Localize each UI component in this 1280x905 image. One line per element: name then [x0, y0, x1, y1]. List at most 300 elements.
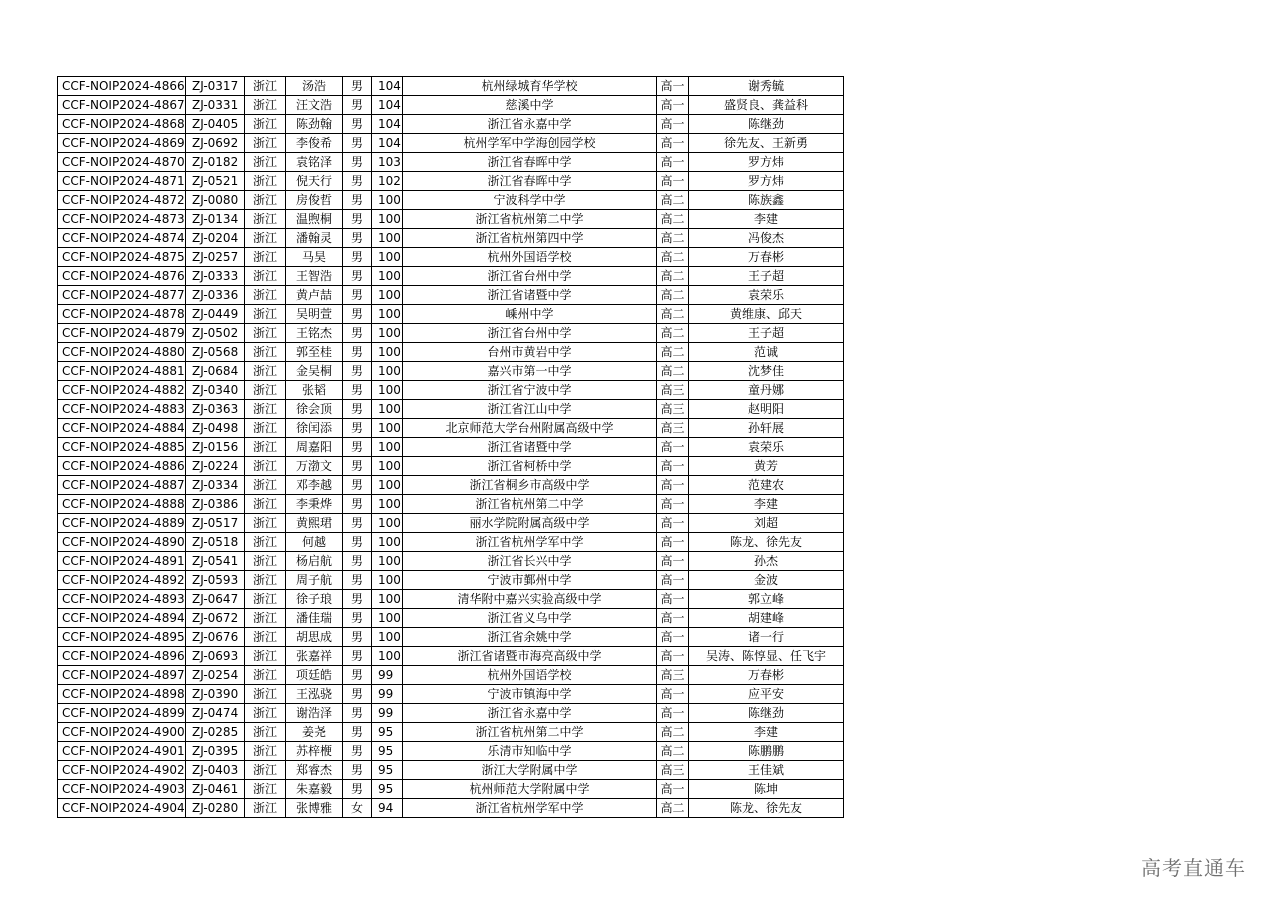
score-cell: 95	[372, 723, 403, 742]
table-row	[58, 400, 844, 419]
contest-id-cell: CCF-NOIP2024-4888	[58, 495, 186, 514]
grade-cell: 高一	[657, 590, 689, 609]
school-cell: 浙江省台州中学	[403, 324, 657, 343]
province-cell: 浙江	[245, 248, 286, 267]
school-cell: 浙江省诸暨中学	[403, 438, 657, 457]
score-cell: 100	[372, 381, 403, 400]
coach-cell: 陈继劲	[689, 704, 844, 723]
contest-id-cell: CCF-NOIP2024-4883	[58, 400, 186, 419]
coach-cell: 李建	[689, 723, 844, 742]
name-cell: 潘佳瑞	[286, 609, 343, 628]
coach-cell: 黄维康、邱天	[689, 305, 844, 324]
school-cell: 浙江省杭州学军中学	[403, 533, 657, 552]
candidate-id-cell: ZJ-0363	[186, 400, 245, 419]
contest-id-cell: CCF-NOIP2024-4879	[58, 324, 186, 343]
gender-cell: 男	[343, 286, 372, 305]
contest-id-cell: CCF-NOIP2024-4891	[58, 552, 186, 571]
coach-cell: 李建	[689, 210, 844, 229]
candidate-id-cell: ZJ-0521	[186, 172, 245, 191]
contest-id-cell: CCF-NOIP2024-4882	[58, 381, 186, 400]
contest-id-cell: CCF-NOIP2024-4886	[58, 457, 186, 476]
coach-cell: 徐先友、王新勇	[689, 134, 844, 153]
candidate-id-cell: ZJ-0386	[186, 495, 245, 514]
score-cell: 100	[372, 647, 403, 666]
school-cell: 宁波市鄞州中学	[403, 571, 657, 590]
coach-cell: 孙杰	[689, 552, 844, 571]
score-cell: 104	[372, 77, 403, 96]
gender-cell: 男	[343, 172, 372, 191]
province-cell: 浙江	[245, 343, 286, 362]
grade-cell: 高二	[657, 799, 689, 818]
grade-cell: 高二	[657, 248, 689, 267]
coach-cell: 罗方炜	[689, 153, 844, 172]
grade-cell: 高三	[657, 419, 689, 438]
school-cell: 杭州外国语学校	[403, 248, 657, 267]
table-row	[58, 191, 844, 210]
contest-id-cell: CCF-NOIP2024-4899	[58, 704, 186, 723]
score-cell: 95	[372, 742, 403, 761]
name-cell: 万渤文	[286, 457, 343, 476]
coach-cell: 王佳斌	[689, 761, 844, 780]
province-cell: 浙江	[245, 134, 286, 153]
contest-id-cell: CCF-NOIP2024-4892	[58, 571, 186, 590]
table-row	[58, 590, 844, 609]
gender-cell: 男	[343, 305, 372, 324]
coach-cell: 万春彬	[689, 666, 844, 685]
grade-cell: 高二	[657, 267, 689, 286]
school-cell: 浙江省杭州第四中学	[403, 229, 657, 248]
candidate-id-cell: ZJ-0676	[186, 628, 245, 647]
score-cell: 100	[372, 552, 403, 571]
school-cell: 浙江省义乌中学	[403, 609, 657, 628]
coach-cell: 冯俊杰	[689, 229, 844, 248]
province-cell: 浙江	[245, 324, 286, 343]
name-cell: 金吴桐	[286, 362, 343, 381]
name-cell: 潘翰灵	[286, 229, 343, 248]
candidate-id-cell: ZJ-0474	[186, 704, 245, 723]
score-cell: 99	[372, 685, 403, 704]
grade-cell: 高一	[657, 609, 689, 628]
province-cell: 浙江	[245, 115, 286, 134]
candidate-id-cell: ZJ-0692	[186, 134, 245, 153]
gender-cell: 男	[343, 476, 372, 495]
gender-cell: 男	[343, 134, 372, 153]
name-cell: 王泓骁	[286, 685, 343, 704]
gender-cell: 男	[343, 609, 372, 628]
province-cell: 浙江	[245, 362, 286, 381]
candidate-id-cell: ZJ-0334	[186, 476, 245, 495]
province-cell: 浙江	[245, 172, 286, 191]
province-cell: 浙江	[245, 647, 286, 666]
grade-cell: 高二	[657, 742, 689, 761]
name-cell: 张韬	[286, 381, 343, 400]
candidate-id-cell: ZJ-0080	[186, 191, 245, 210]
gender-cell: 男	[343, 647, 372, 666]
candidate-id-cell: ZJ-0498	[186, 419, 245, 438]
province-cell: 浙江	[245, 742, 286, 761]
contest-id-cell: CCF-NOIP2024-4871	[58, 172, 186, 191]
coach-cell: 范诚	[689, 343, 844, 362]
candidate-id-cell: ZJ-0403	[186, 761, 245, 780]
name-cell: 王智浩	[286, 267, 343, 286]
grade-cell: 高一	[657, 533, 689, 552]
school-cell: 乐清市知临中学	[403, 742, 657, 761]
gender-cell: 男	[343, 761, 372, 780]
province-cell: 浙江	[245, 286, 286, 305]
province-cell: 浙江	[245, 229, 286, 248]
contest-id-cell: CCF-NOIP2024-4893	[58, 590, 186, 609]
candidate-id-cell: ZJ-0518	[186, 533, 245, 552]
province-cell: 浙江	[245, 666, 286, 685]
gender-cell: 男	[343, 96, 372, 115]
gender-cell: 男	[343, 419, 372, 438]
gender-cell: 男	[343, 552, 372, 571]
candidate-id-cell: ZJ-0405	[186, 115, 245, 134]
score-cell: 100	[372, 571, 403, 590]
candidate-id-cell: ZJ-0331	[186, 96, 245, 115]
grade-cell: 高一	[657, 115, 689, 134]
gender-cell: 男	[343, 438, 372, 457]
province-cell: 浙江	[245, 438, 286, 457]
contest-id-cell: CCF-NOIP2024-4885	[58, 438, 186, 457]
gender-cell: 男	[343, 666, 372, 685]
school-cell: 北京师范大学台州附属高级中学	[403, 419, 657, 438]
name-cell: 徐子琅	[286, 590, 343, 609]
province-cell: 浙江	[245, 419, 286, 438]
score-cell: 104	[372, 115, 403, 134]
candidate-id-cell: ZJ-0254	[186, 666, 245, 685]
name-cell: 黄熙珺	[286, 514, 343, 533]
school-cell: 浙江省永嘉中学	[403, 115, 657, 134]
table-row	[58, 628, 844, 647]
school-cell: 嘉兴市第一中学	[403, 362, 657, 381]
name-cell: 谢浩泽	[286, 704, 343, 723]
school-cell: 浙江省杭州学军中学	[403, 799, 657, 818]
table-row	[58, 134, 844, 153]
candidate-id-cell: ZJ-0541	[186, 552, 245, 571]
gender-cell: 男	[343, 267, 372, 286]
province-cell: 浙江	[245, 400, 286, 419]
candidate-id-cell: ZJ-0517	[186, 514, 245, 533]
name-cell: 项廷皓	[286, 666, 343, 685]
coach-cell: 金波	[689, 571, 844, 590]
school-cell: 清华附中嘉兴实验高级中学	[403, 590, 657, 609]
coach-cell: 沈梦佳	[689, 362, 844, 381]
gender-cell: 女	[343, 799, 372, 818]
gender-cell: 男	[343, 229, 372, 248]
score-cell: 100	[372, 514, 403, 533]
contest-id-cell: CCF-NOIP2024-4868	[58, 115, 186, 134]
name-cell: 袁铭泽	[286, 153, 343, 172]
score-cell: 100	[372, 495, 403, 514]
gender-cell: 男	[343, 210, 372, 229]
table-row	[58, 533, 844, 552]
table-row	[58, 362, 844, 381]
province-cell: 浙江	[245, 457, 286, 476]
coach-cell: 盛贤良、龚益科	[689, 96, 844, 115]
table-row	[58, 267, 844, 286]
table-row	[58, 647, 844, 666]
coach-cell: 罗方炜	[689, 172, 844, 191]
name-cell: 姜尧	[286, 723, 343, 742]
school-cell: 丽水学院附属高级中学	[403, 514, 657, 533]
name-cell: 周子航	[286, 571, 343, 590]
grade-cell: 高二	[657, 286, 689, 305]
gender-cell: 男	[343, 343, 372, 362]
score-cell: 100	[372, 533, 403, 552]
candidate-id-cell: ZJ-0647	[186, 590, 245, 609]
table-row	[58, 495, 844, 514]
candidate-id-cell: ZJ-0395	[186, 742, 245, 761]
table-row	[58, 476, 844, 495]
coach-cell: 诸一行	[689, 628, 844, 647]
score-cell: 100	[372, 590, 403, 609]
name-cell: 汪文浩	[286, 96, 343, 115]
gender-cell: 男	[343, 685, 372, 704]
table-row	[58, 609, 844, 628]
grade-cell: 高一	[657, 628, 689, 647]
coach-cell: 陈龙、徐先友	[689, 799, 844, 818]
candidate-id-cell: ZJ-0390	[186, 685, 245, 704]
gender-cell: 男	[343, 77, 372, 96]
table-row	[58, 343, 844, 362]
name-cell: 邓李越	[286, 476, 343, 495]
gender-cell: 男	[343, 628, 372, 647]
candidate-id-cell: ZJ-0684	[186, 362, 245, 381]
coach-cell: 万春彬	[689, 248, 844, 267]
name-cell: 周嘉阳	[286, 438, 343, 457]
score-cell: 100	[372, 210, 403, 229]
gender-cell: 男	[343, 381, 372, 400]
grade-cell: 高一	[657, 704, 689, 723]
grade-cell: 高二	[657, 324, 689, 343]
school-cell: 慈溪中学	[403, 96, 657, 115]
grade-cell: 高三	[657, 400, 689, 419]
table-row	[58, 799, 844, 818]
score-cell: 100	[372, 305, 403, 324]
name-cell: 李秉烨	[286, 495, 343, 514]
contest-id-cell: CCF-NOIP2024-4878	[58, 305, 186, 324]
coach-cell: 陈继劲	[689, 115, 844, 134]
candidate-id-cell: ZJ-0280	[186, 799, 245, 818]
coach-cell: 郭立峰	[689, 590, 844, 609]
province-cell: 浙江	[245, 476, 286, 495]
grade-cell: 高二	[657, 191, 689, 210]
contest-id-cell: CCF-NOIP2024-4898	[58, 685, 186, 704]
gender-cell: 男	[343, 362, 372, 381]
school-cell: 浙江省长兴中学	[403, 552, 657, 571]
contest-id-cell: CCF-NOIP2024-4874	[58, 229, 186, 248]
score-cell: 100	[372, 286, 403, 305]
school-cell: 浙江省余姚中学	[403, 628, 657, 647]
name-cell: 张嘉祥	[286, 647, 343, 666]
score-cell: 95	[372, 780, 403, 799]
name-cell: 郑睿杰	[286, 761, 343, 780]
gender-cell: 男	[343, 400, 372, 419]
name-cell: 陈劲翰	[286, 115, 343, 134]
candidate-id-cell: ZJ-0593	[186, 571, 245, 590]
name-cell: 徐会顶	[286, 400, 343, 419]
province-cell: 浙江	[245, 96, 286, 115]
coach-cell: 李建	[689, 495, 844, 514]
grade-cell: 高一	[657, 552, 689, 571]
school-cell: 浙江省春晖中学	[403, 172, 657, 191]
candidate-id-cell: ZJ-0333	[186, 267, 245, 286]
score-cell: 100	[372, 628, 403, 647]
school-cell: 浙江省江山中学	[403, 400, 657, 419]
table-row	[58, 419, 844, 438]
gender-cell: 男	[343, 115, 372, 134]
grade-cell: 高一	[657, 172, 689, 191]
table-row	[58, 761, 844, 780]
coach-cell: 胡建峰	[689, 609, 844, 628]
coach-cell: 陈龙、徐先友	[689, 533, 844, 552]
table-row	[58, 248, 844, 267]
gender-cell: 男	[343, 248, 372, 267]
grade-cell: 高二	[657, 229, 689, 248]
grade-cell: 高一	[657, 476, 689, 495]
score-cell: 104	[372, 134, 403, 153]
score-cell: 100	[372, 343, 403, 362]
province-cell: 浙江	[245, 723, 286, 742]
candidate-id-cell: ZJ-0461	[186, 780, 245, 799]
coach-cell: 应平安	[689, 685, 844, 704]
name-cell: 杨启航	[286, 552, 343, 571]
province-cell: 浙江	[245, 191, 286, 210]
score-cell: 100	[372, 362, 403, 381]
score-cell: 100	[372, 267, 403, 286]
coach-cell: 刘超	[689, 514, 844, 533]
contest-id-cell: CCF-NOIP2024-4897	[58, 666, 186, 685]
table-row	[58, 514, 844, 533]
school-cell: 杭州绿城育华学校	[403, 77, 657, 96]
contest-id-cell: CCF-NOIP2024-4894	[58, 609, 186, 628]
grade-cell: 高二	[657, 343, 689, 362]
candidate-id-cell: ZJ-0340	[186, 381, 245, 400]
gender-cell: 男	[343, 324, 372, 343]
table-row	[58, 305, 844, 324]
candidate-id-cell: ZJ-0336	[186, 286, 245, 305]
province-cell: 浙江	[245, 495, 286, 514]
score-cell: 100	[372, 609, 403, 628]
name-cell: 温煦桐	[286, 210, 343, 229]
name-cell: 马昊	[286, 248, 343, 267]
score-cell: 100	[372, 476, 403, 495]
gender-cell: 男	[343, 571, 372, 590]
province-cell: 浙江	[245, 533, 286, 552]
province-cell: 浙江	[245, 571, 286, 590]
table-row	[58, 210, 844, 229]
province-cell: 浙江	[245, 590, 286, 609]
school-cell: 杭州学军中学海创园学校	[403, 134, 657, 153]
grade-cell: 高一	[657, 438, 689, 457]
score-cell: 103	[372, 153, 403, 172]
school-cell: 宁波科学中学	[403, 191, 657, 210]
school-cell: 浙江省柯桥中学	[403, 457, 657, 476]
score-cell: 95	[372, 761, 403, 780]
gender-cell: 男	[343, 704, 372, 723]
school-cell: 浙江省诸暨中学	[403, 286, 657, 305]
candidate-id-cell: ZJ-0285	[186, 723, 245, 742]
province-cell: 浙江	[245, 552, 286, 571]
score-cell: 100	[372, 248, 403, 267]
table-row	[58, 723, 844, 742]
province-cell: 浙江	[245, 609, 286, 628]
province-cell: 浙江	[245, 77, 286, 96]
name-cell: 黄卢喆	[286, 286, 343, 305]
contest-id-cell: CCF-NOIP2024-4870	[58, 153, 186, 172]
school-cell: 浙江省诸暨市海亮高级中学	[403, 647, 657, 666]
table-row	[58, 438, 844, 457]
score-cell: 100	[372, 438, 403, 457]
gender-cell: 男	[343, 514, 372, 533]
table-row	[58, 685, 844, 704]
gender-cell: 男	[343, 153, 372, 172]
contest-id-cell: CCF-NOIP2024-4889	[58, 514, 186, 533]
coach-cell: 黄芳	[689, 457, 844, 476]
coach-cell: 吴涛、陈惇显、任飞宇	[689, 647, 844, 666]
contest-id-cell: CCF-NOIP2024-4866	[58, 77, 186, 96]
gender-cell: 男	[343, 742, 372, 761]
grade-cell: 高一	[657, 647, 689, 666]
name-cell: 张博雅	[286, 799, 343, 818]
contest-id-cell: CCF-NOIP2024-4904	[58, 799, 186, 818]
contest-id-cell: CCF-NOIP2024-4867	[58, 96, 186, 115]
score-cell: 104	[372, 96, 403, 115]
name-cell: 苏梓楩	[286, 742, 343, 761]
school-cell: 杭州师范大学附属中学	[403, 780, 657, 799]
score-cell: 100	[372, 229, 403, 248]
province-cell: 浙江	[245, 153, 286, 172]
gender-cell: 男	[343, 495, 372, 514]
name-cell: 何越	[286, 533, 343, 552]
contest-id-cell: CCF-NOIP2024-4884	[58, 419, 186, 438]
school-cell: 浙江省台州中学	[403, 267, 657, 286]
candidate-id-cell: ZJ-0672	[186, 609, 245, 628]
contest-id-cell: CCF-NOIP2024-4902	[58, 761, 186, 780]
province-cell: 浙江	[245, 381, 286, 400]
gender-cell: 男	[343, 457, 372, 476]
grade-cell: 高二	[657, 210, 689, 229]
school-cell: 宁波市镇海中学	[403, 685, 657, 704]
school-cell: 杭州外国语学校	[403, 666, 657, 685]
grade-cell: 高三	[657, 381, 689, 400]
grade-cell: 高一	[657, 780, 689, 799]
name-cell: 朱嘉毅	[286, 780, 343, 799]
contest-id-cell: CCF-NOIP2024-4877	[58, 286, 186, 305]
score-cell: 94	[372, 799, 403, 818]
contest-id-cell: CCF-NOIP2024-4880	[58, 343, 186, 362]
grade-cell: 高一	[657, 514, 689, 533]
name-cell: 房俊哲	[286, 191, 343, 210]
grade-cell: 高一	[657, 96, 689, 115]
coach-cell: 童丹娜	[689, 381, 844, 400]
grade-cell: 高二	[657, 362, 689, 381]
school-cell: 浙江省春晖中学	[403, 153, 657, 172]
coach-cell: 袁荣乐	[689, 438, 844, 457]
results-table	[57, 76, 844, 818]
candidate-id-cell: ZJ-0224	[186, 457, 245, 476]
contest-id-cell: CCF-NOIP2024-4872	[58, 191, 186, 210]
school-cell: 浙江省宁波中学	[403, 381, 657, 400]
province-cell: 浙江	[245, 305, 286, 324]
contest-id-cell: CCF-NOIP2024-4869	[58, 134, 186, 153]
coach-cell: 赵明阳	[689, 400, 844, 419]
province-cell: 浙江	[245, 685, 286, 704]
table-row	[58, 324, 844, 343]
name-cell: 李俊希	[286, 134, 343, 153]
contest-id-cell: CCF-NOIP2024-4881	[58, 362, 186, 381]
